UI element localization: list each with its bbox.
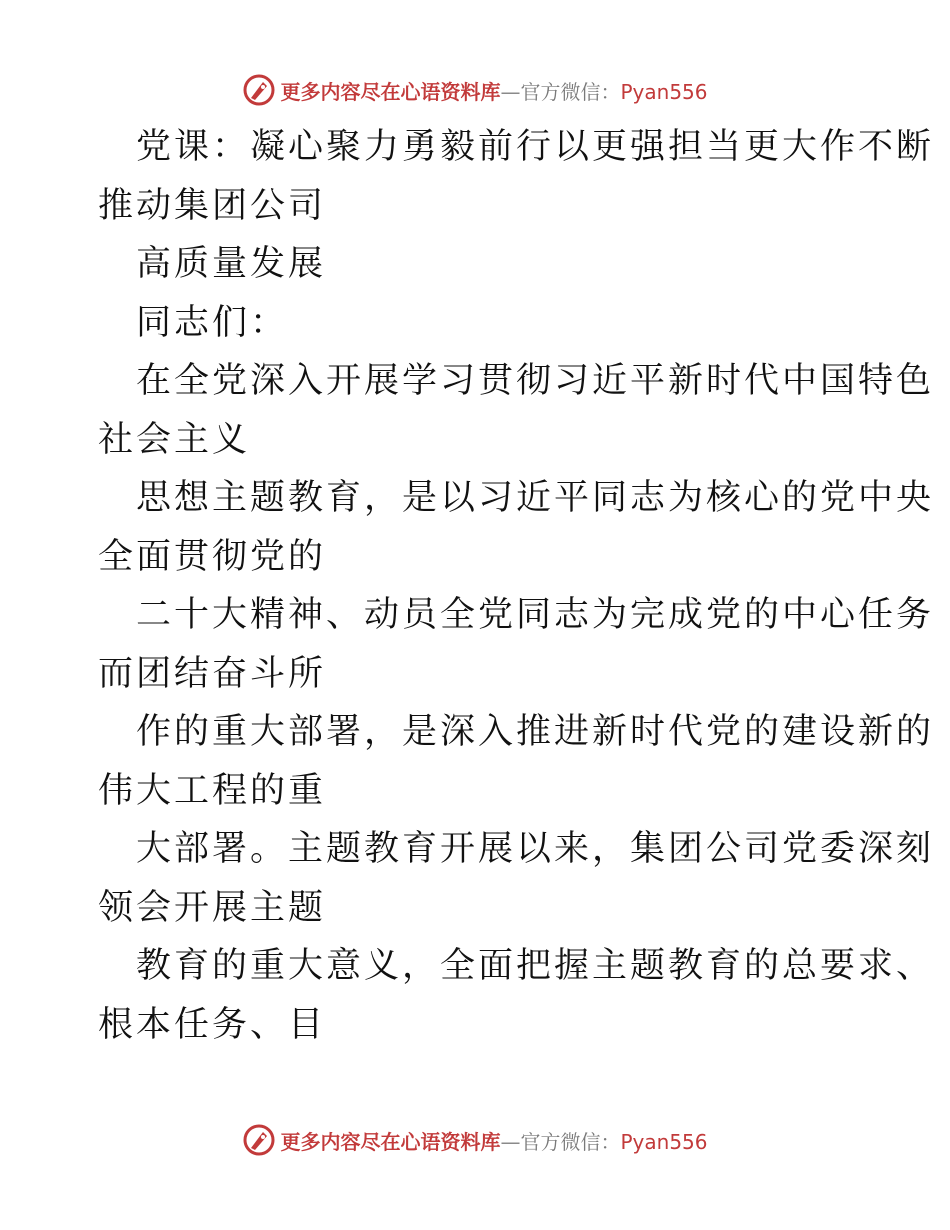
text-line: 全面贯彻党的	[98, 536, 327, 577]
footer-watermark	[0, 1120, 950, 1160]
salutation: 同志们：	[136, 302, 289, 343]
text-line: 大部署。主题教育开展以来，集团公司党委深刻	[136, 829, 935, 869]
document-title-continued: 推动集团公司	[98, 185, 327, 226]
pen-nib-logo-icon	[242, 73, 276, 107]
text-line: 在全党深入开展学习贯彻习近平新时代中国特色	[136, 361, 935, 401]
text-line: 作的重大部署，是深入推进新时代党的建设新的	[136, 712, 935, 752]
watermark-wechat-id: Pyan556	[620, 1129, 708, 1154]
text-line: 思想主题教育，是以习近平同志为核心的党中央	[136, 478, 935, 518]
text-line: 根本任务、目	[98, 1004, 327, 1045]
header-watermark	[0, 70, 950, 110]
watermark-wechat-label: 官方微信：	[520, 79, 621, 104]
watermark-text	[280, 1126, 707, 1155]
text-line: 而团结奋斗所	[98, 653, 327, 694]
text-line: 社会主义	[98, 419, 251, 460]
document-subtitle: 高质量发展	[136, 244, 327, 284]
text-line: 伟大工程的重	[98, 770, 327, 811]
document-title: 党课：凝心聚力勇毅前行以更强担当更大作不断	[136, 127, 935, 167]
watermark-brand: 更多内容尽在心语资料库	[280, 79, 501, 104]
watermark-wechat-id: Pyan556	[620, 79, 708, 104]
text-line: 教育的重大意义，全面把握主题教育的总要求、	[136, 946, 935, 986]
pen-nib-logo-icon	[242, 1123, 276, 1157]
document-body	[98, 118, 935, 1054]
watermark-separator: —	[500, 1129, 521, 1154]
watermark-separator: —	[500, 79, 521, 104]
text-line: 领会开展主题	[98, 887, 327, 928]
text-line: 二十大精神、动员全党同志为完成党的中心任务	[136, 595, 935, 635]
watermark-brand: 更多内容尽在心语资料库	[280, 1129, 501, 1154]
watermark-text	[280, 76, 707, 105]
watermark-wechat-label: 官方微信：	[520, 1129, 621, 1154]
